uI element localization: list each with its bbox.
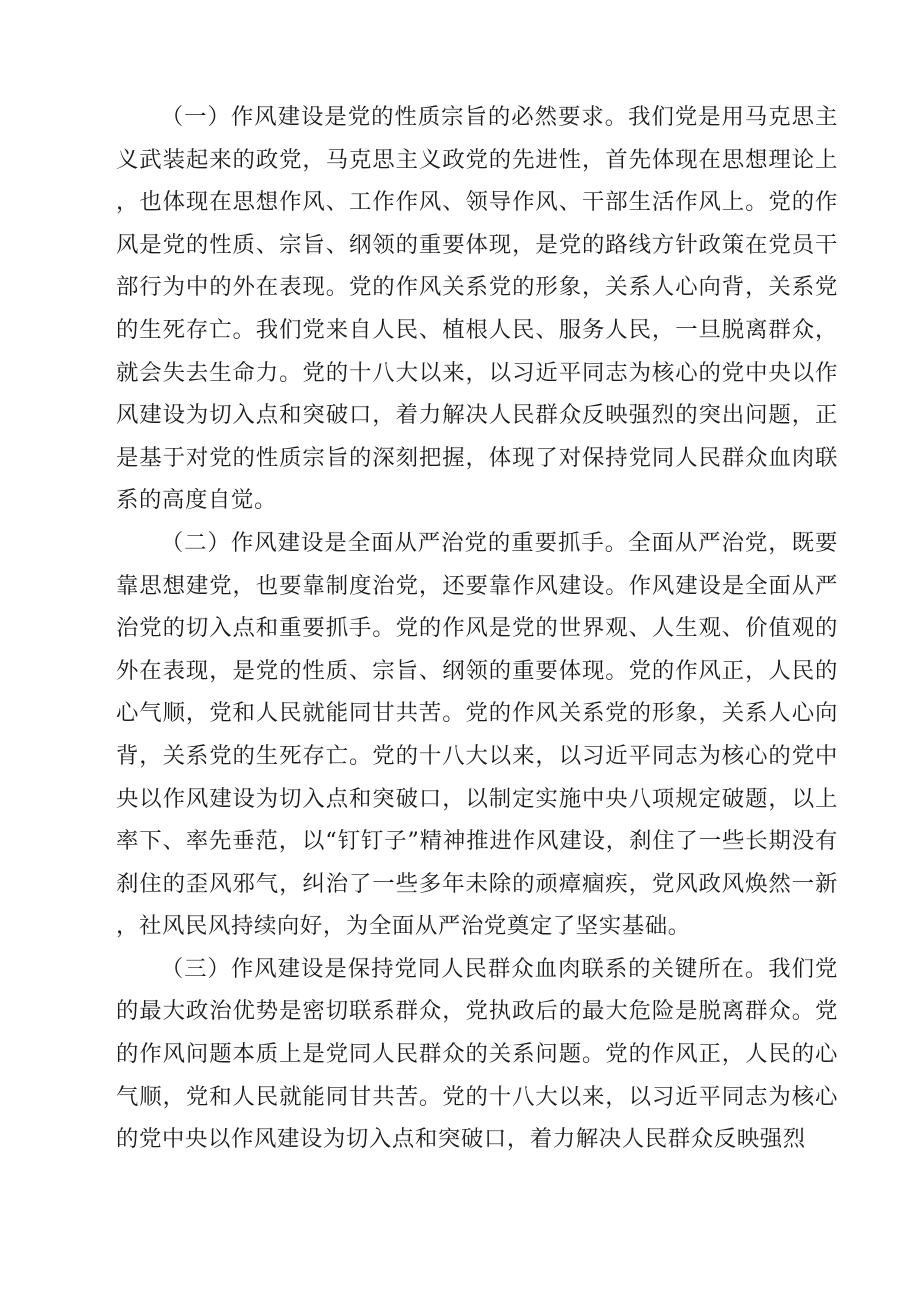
document-page: [116, 96, 838, 1161]
paragraph-1: （一）作风建设是党的性质宗旨的必然要求。我们党是用马克思主义武装起来的政党，马克思主义政党的先进性，首先体现在思想理论上，也体现在思想作风、工作作风、领导作风、干部生活作风上。党的作风是党的性质、宗旨、纲领的重要体现，是党的路线方针政策在党员干部行为中的外在表现。党的作风关系党的形象，关系人心向背，关系党的生死存亡。我们党来自人民、植根人民、服务人民，一旦脱离群众，就会失去生命力。党的十八大以来，以习近平同志为核心的党中央以作风建设为切入点和突破口，着力解决人民群众反映强烈的突出问题，正是基于对党的性质宗旨的深刻把握，体现了对保持党同人民群众血肉联系的高度自觉。: [116, 104, 838, 514]
paragraph-3: （三）作风建设是保持党同人民群众血肉联系的关键所在。我们党的最大政治优势是密切联系群众，党执政后的最大危险是脱离群众。党的作风问题本质上是党同人民群众的关系问题。党的作风正，人民的心气顺，党和人民就能同甘共苦。党的十八大以来，以习近平同志为核心的党中央以作风建设为切入点和突破口，着力解决人民群众反映强烈: [116, 955, 838, 1153]
paragraph-2: （二）作风建设是全面从严治党的重要抓手。全面从严治党，既要靠思想建党，也要靠制度治党，还要靠作风建设。作风建设是全面从严治党的切入点和重要抓手。党的作风是党的世界观、人生观、价值观的外在表现，是党的性质、宗旨、纲领的重要体现。党的作风正，人民的心气顺，党和人民就能同甘共苦。党的作风关系党的形象，关系人心向背，关系党的生死存亡。党的十八大以来，以习近平同志为核心的党中央以作风建设为切入点和突破口，以制定实施中央八项规定破题，以上率下、率先垂范，以“钉钉子”精神推进作风建设，刹住了一些长期没有刹住的歪风邪气，纠治了一些多年未除的顽瘴痼疾，党风政风焕然一新，社风民风持续向好，为全面从严治党奠定了坚实基础。: [116, 529, 838, 940]
